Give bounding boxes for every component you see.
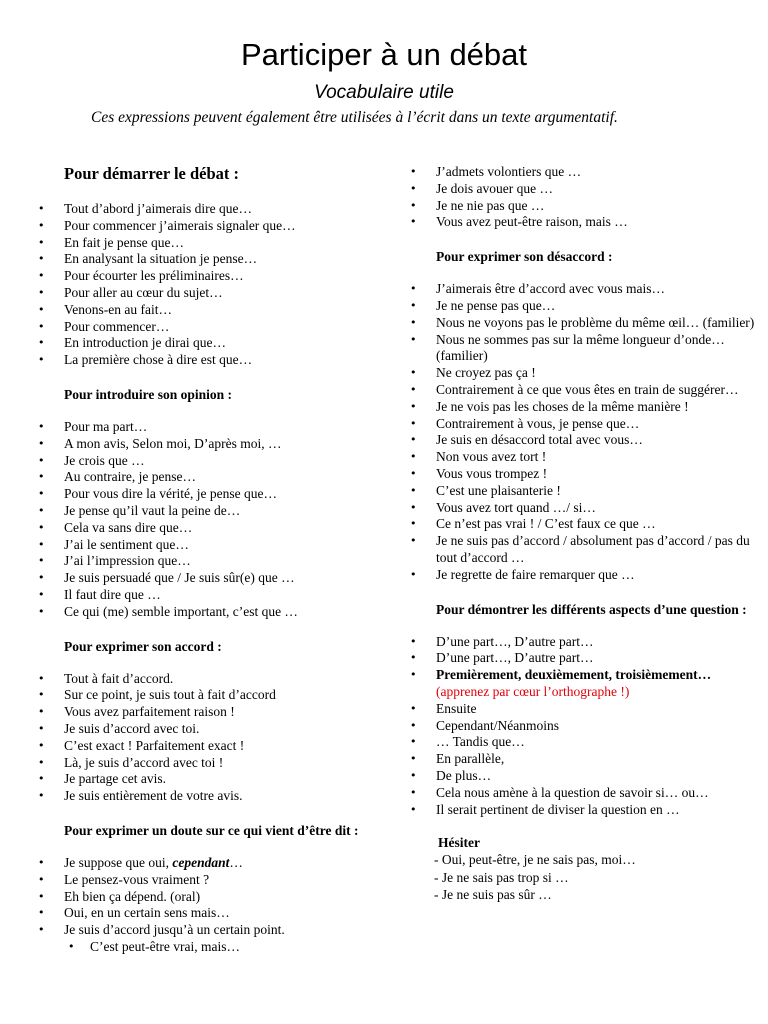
list-item: • Cependant/Néanmoins (410, 718, 768, 735)
list-doute (38, 855, 408, 956)
hesiter-item: - Je ne suis pas sûr … (434, 887, 552, 903)
list-item: • Nous ne voyons pas le problème du même œil… (familier) (410, 315, 768, 332)
intro-text: Ces expressions peuvent également être utilisées à l’écrit dans un texte argumentatif. (91, 109, 618, 126)
list-demarrer (38, 201, 408, 369)
list-item: • Là, je suis d’accord avec toi ! (38, 755, 408, 772)
list-item: • Je ne pense pas que… (410, 298, 768, 315)
section-heading-doute: Pour exprimer un doute sur ce qui vient d’être dit : (64, 822, 359, 838)
page-subtitle: Vocabulaire utile (314, 82, 454, 103)
list-item: • Contrairement à ce que vous êtes en train de suggérer… (410, 382, 768, 399)
list-item: • Je suis entièrement de votre avis. (38, 788, 408, 805)
list-item: • Au contraire, je pense… (38, 469, 408, 486)
list-item: • Pour ma part… (38, 419, 408, 436)
list-item: • Je ne vois pas les choses de la même manière ! (410, 399, 768, 416)
list-item-text: Je suppose que oui, (64, 854, 173, 870)
list-item: • Pour commencer… (38, 319, 408, 336)
list-item: • Je suis d’accord avec toi. (38, 721, 408, 738)
list-item: • En fait je pense que… (38, 235, 408, 252)
section-heading-demarrer: Pour démarrer le débat : (64, 164, 240, 183)
list-item: • J’admets volontiers que … (410, 164, 768, 181)
list-item: • Il serait pertinent de diviser la question en … (410, 802, 768, 819)
red-note: (apprenez par cœur l’orthographe !) (436, 683, 630, 699)
list-item: • … Tandis que… (410, 734, 768, 751)
list-item: • Vous avez tort quand …/ si… (410, 500, 768, 517)
list-item: • La première chose à dire est que… (38, 352, 408, 369)
hesiter-item: - Oui, peut-être, je ne sais pas, moi… (434, 852, 636, 868)
list-concessions (410, 164, 768, 231)
list-item (410, 667, 768, 701)
section-heading-hesiter: Hésiter (438, 835, 480, 851)
list-item: • Je ne nie pas que … (410, 198, 768, 215)
list-item: • Je regrette de faire remarquer que … (410, 567, 768, 584)
list-item: • Sur ce point, je suis tout à fait d’accord (38, 687, 408, 704)
list-item: • Pour aller au cœur du sujet… (38, 285, 408, 302)
list-item: • En analysant la situation je pense… (38, 251, 408, 268)
list-item: • En introduction je dirai que… (38, 335, 408, 352)
list-item: • Ne croyez pas ça ! (410, 365, 768, 382)
list-item: • J’ai l’impression que… (38, 553, 408, 570)
list-item: • Pour commencer j’aimerais signaler que… (38, 218, 408, 235)
hesiter-item: - Je ne sais pas trop si … (434, 869, 569, 885)
list-item: • Je dois avouer que … (410, 181, 768, 198)
list-item: • J’aimerais être d’accord avec vous mais… (410, 281, 768, 298)
section-heading-desaccord: Pour exprimer son désaccord : (436, 249, 613, 265)
section-heading-accord: Pour exprimer son accord : (64, 638, 222, 654)
list-item: • Cela nous amène à la question de savoir si… ou… (410, 785, 768, 802)
left-column (38, 160, 408, 956)
list-item: • De plus… (410, 768, 768, 785)
emphasis-text: cependant (172, 854, 230, 870)
list-item: • Je crois que … (38, 453, 408, 470)
list-item: • C’est exact ! Parfaitement exact ! (38, 738, 408, 755)
list-item: • Je partage cet avis. (38, 771, 408, 788)
list-item: • Nous ne sommes pas sur la même longueur d’onde… (familier) (410, 332, 768, 366)
list-item: • Je suis persuadé que / Je suis sûr(e) que … (38, 570, 408, 587)
list-item: • J’ai le sentiment que… (38, 537, 408, 554)
list-item: • Pour écourter les préliminaires… (38, 268, 408, 285)
section-heading-opinion: Pour introduire son opinion : (64, 386, 233, 402)
list-item: • Vous vous trompez ! (410, 466, 768, 483)
list-item: • D’une part…, D’autre part… (410, 650, 768, 667)
list-item: • Vous avez parfaitement raison ! (38, 704, 408, 721)
list-item: • Ce qui (me) semble important, c’est que … (38, 604, 408, 621)
section-heading-aspects: Pour démontrer les différents aspects d’une question : (436, 601, 747, 617)
list-item: • D’une part…, D’autre part… (410, 634, 768, 651)
list-item: • Vous avez peut-être raison, mais … (410, 214, 768, 231)
list-item: • Il faut dire que … (38, 587, 408, 604)
list-item: • Ensuite (410, 701, 768, 718)
list-accord (38, 671, 408, 805)
list-item: • Tout à fait d’accord. (38, 671, 408, 688)
page-title: Participer à un débat (240, 37, 528, 72)
list-item: • Cela va sans dire que… (38, 520, 408, 537)
list-item: • Je ne suis pas d’accord / absolument pas d’accord / pas du tout d’accord … (410, 533, 768, 567)
list-item: • En parallèle, (410, 751, 768, 768)
list-item: • Je suis d’accord jusqu’à un certain point. (38, 922, 408, 939)
list-item: • Tout d’abord j’aimerais dire que… (38, 201, 408, 218)
list-item: • Le pensez-vous vraiment ? (38, 872, 408, 889)
list-item: • Pour vous dire la vérité, je pense que… (38, 486, 408, 503)
list-opinion (38, 419, 408, 621)
list-item: • Non vous avez tort ! (410, 449, 768, 466)
sub-list-item: • C’est peut-être vrai, mais… (38, 939, 408, 956)
list-item-text: … (229, 854, 243, 870)
bold-item-text: Premièrement, deuxièmement, troisièmement… (436, 667, 712, 683)
list-item (38, 855, 408, 872)
right-column (410, 160, 768, 904)
list-item: • Ce n’est pas vrai ! / C’est faux ce que … (410, 516, 768, 533)
list-desaccord (410, 281, 768, 583)
list-item: • Oui, en un certain sens mais… (38, 905, 408, 922)
list-item: • Venons-en au fait… (38, 302, 408, 319)
list-item: • Contrairement à vous, je pense que… (410, 416, 768, 433)
list-item: • C’est une plaisanterie ! (410, 483, 768, 500)
list-item: • Je suis en désaccord total avec vous… (410, 432, 768, 449)
list-item: • Je pense qu’il vaut la peine de… (38, 503, 408, 520)
list-aspects (410, 634, 768, 819)
list-item: • A mon avis, Selon moi, D’après moi, … (38, 436, 408, 453)
list-item: • Eh bien ça dépend. (oral) (38, 889, 408, 906)
